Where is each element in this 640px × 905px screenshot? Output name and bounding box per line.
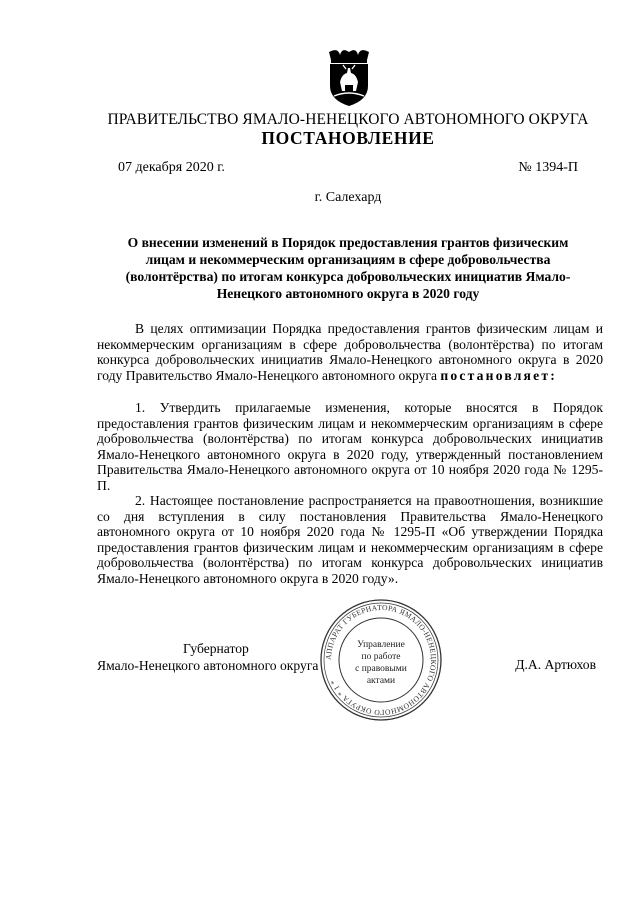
seal-ring-text: АППАРАТ ГУБЕРНАТОРА ЯМАЛО-НЕНЕЦКОГО АВТОНОМНОГО ОКРУГА * 1 * [323, 602, 439, 718]
item-2-paragraph: 2. Настоящее постановление распространяется на правоотношения, возникшие со дня вступления в силу постановления Правительства Ямало-Ненецкого автономного округа от 10 ноября 2020 года № 1295-П «Об утверждении Порядка предоставления грантов физическим лицам и некоммерческим организациям в сфере добровольчества (волонтёрства) по итогам конкурса добровольческих инициатив Ямало-Ненецкого автономного округа в 2020 году». [97, 493, 603, 586]
paragraph-gap [97, 383, 603, 400]
document-city: г. Салехард [314, 190, 382, 205]
position-title: Губернатор [183, 641, 249, 656]
coat-of-arms-icon [326, 46, 372, 108]
document-body [97, 321, 603, 586]
preamble-paragraph [97, 321, 603, 383]
document-title: О внесении изменений в Порядок предоставления грантов физическим лицам и некоммерческим организациям в сфере добровольчества (волонтёрства) по итогам конкурса добровольческих инициатив Ямало-Ненецкого автономного округа в 2020 году [125, 235, 571, 301]
official-seal-icon [318, 597, 444, 723]
preamble-text: В целях оптимизации Порядка предоставления грантов физическим лицам и некоммерческим организациям в сфере добровольчества (волонтёрства) по итогам конкурса добровольческих инициатив Ямало-Ненецкого автономного округа в 2020 году Правительство Ямало-Ненецкого автономного округа [97, 321, 603, 383]
seal-line-4: актами [366, 676, 396, 686]
document-date: 07 декабря 2020 г. [118, 160, 225, 175]
signatory-name: Д.А. Артюхов [515, 657, 596, 672]
signatory-position [97, 640, 318, 674]
seal-line-3: с правовыми [355, 664, 407, 674]
item-1-paragraph: 1. Утвердить прилагаемые изменения, которые вносятся в Порядок предоставления грантов физическим лицам и некоммерческим организациям в сфере добровольчества (волонтёрства) по итогам конкурса добровольческих инициатив Ямало-Ненецкого автономного округа в 2020 году, утвержденный постановлением Правительства Ямало-Ненецкого автономного округа от 10 ноября 2020 года № 1295-П. [97, 400, 603, 493]
government-name: ПРАВИТЕЛЬСТВО ЯМАЛО-НЕНЕЦКОГО АВТОНОМНОГО ОКРУГА [107, 111, 589, 128]
document-type: ПОСТАНОВЛЕНИЕ [261, 128, 435, 148]
seal-line-2: по работе [361, 652, 401, 662]
decree-word: постановляет: [440, 367, 557, 383]
seal-line-1: Управление [357, 640, 405, 650]
document-number: № 1394-П [518, 160, 578, 175]
position-region: Ямало-Ненецкого автономного округа [97, 658, 319, 673]
